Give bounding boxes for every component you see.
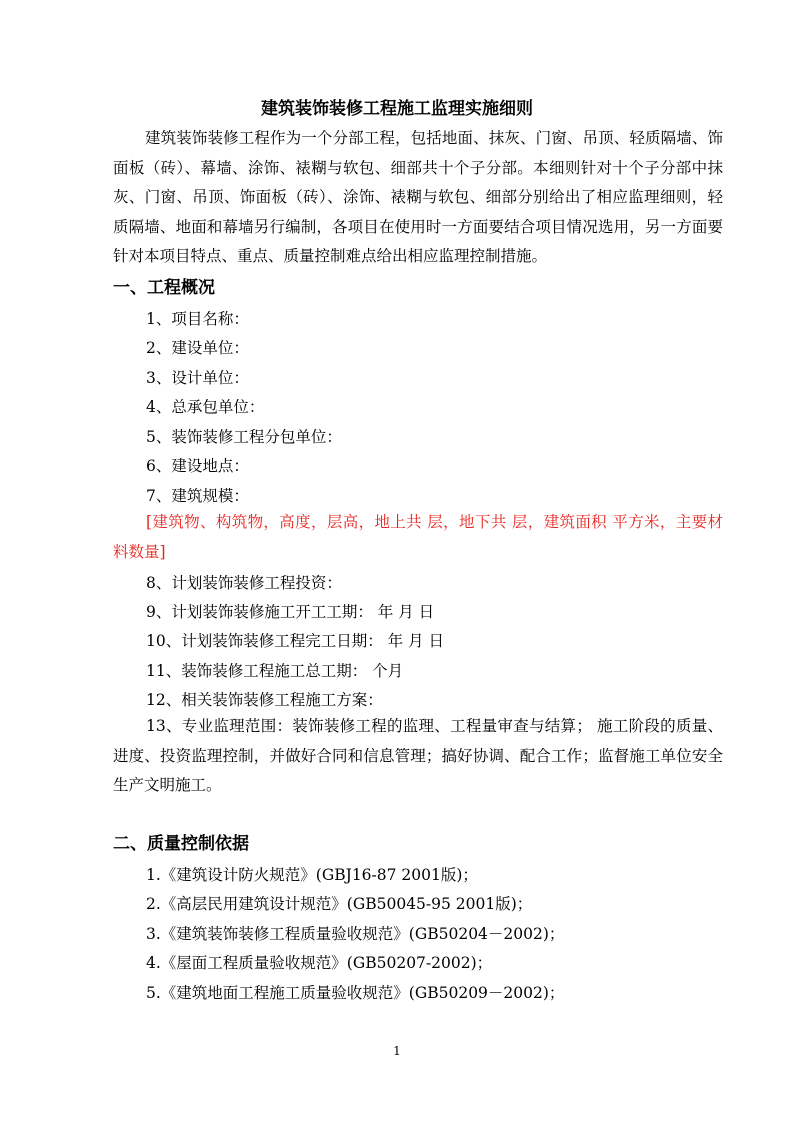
section-2-heading: 二、质量控制依据 bbox=[113, 834, 249, 854]
standard-item-high-rise-code: 2.《高层民用建筑设计规范》(GB50045-95 2001版)； bbox=[146, 895, 533, 913]
overview-item-investment: 8、计划装饰装修工程投资： bbox=[146, 574, 342, 592]
standard-item-fire-code: 1.《建筑设计防火规范》(GBJ16-87 2001版)； bbox=[146, 866, 478, 884]
overview-item-general-contractor: 4、总承包单位： bbox=[146, 398, 265, 416]
standard-item-roof-code: 4.《屋面工程质量验收规范》(GB50207-2002)； bbox=[146, 954, 493, 972]
overview-item-designer: 3、设计单位： bbox=[146, 369, 249, 387]
overview-item-duration: 11、装饰装修工程施工总工期： 个月 bbox=[146, 662, 404, 680]
overview-item-scale: 7、建筑规模： bbox=[146, 487, 249, 505]
overview-item-subcontractor: 5、装饰装修工程分包单位： bbox=[146, 428, 342, 446]
document-title: 建筑装饰装修工程施工监理实施细则 bbox=[261, 99, 533, 119]
overview-item-supervision-scope: 13、专业监理范围：装饰装修工程的监理、工程量审查与结算； 施工阶段的质量、进度、投资监理控制，并做好合同和信息管理；搞好协调、配合工作；监督施工单位安全生产文明施工。 bbox=[113, 717, 723, 794]
scale-note: [建筑物、构筑物，高度，层高，地上共 层，地下共 层，建筑面积 平方米，主要材料数量] bbox=[113, 513, 723, 561]
standard-item-floor-code: 5.《建筑地面工程施工质量验收规范》(GB50209－2002)； bbox=[146, 984, 565, 1002]
intro-paragraph: 建筑装饰装修工程作为一个分部工程，包括地面、抹灰、门窗、吊顶、轻质隔墙、饰面板（砖）、幕墙、涂饰、裱糊与软包、细部共十个子分部。本细则针对十个子分部中抹灰、门窗、吊顶、饰面板（砖）、涂饰、裱糊与软包、细部分别给出了相应监理细则，轻质隔墙、地面和幕墙另行编制，各项目在使用时一方面要结合项目情况选用，另一方面要针对本项目特点、重点、质量控制难点给出相应监理控制措施。 bbox=[113, 129, 723, 265]
page-number: 1 bbox=[393, 1044, 401, 1058]
overview-item-construction-plan: 12、相关装饰装修工程施工方案： bbox=[146, 691, 383, 709]
overview-item-location: 6、建设地点： bbox=[146, 457, 249, 475]
overview-item-client: 2、建设单位： bbox=[146, 339, 249, 357]
standard-item-decoration-code: 3.《建筑装饰装修工程质量验收规范》(GB50204－2002)； bbox=[146, 925, 565, 943]
section-1-heading: 一、工程概况 bbox=[113, 278, 215, 298]
overview-item-project-name: 1、项目名称： bbox=[146, 310, 249, 328]
overview-item-start-date: 9、计划装饰装修施工开工工期： 年 月 日 bbox=[146, 603, 435, 621]
overview-item-completion-date: 10、计划装饰装修工程完工日期： 年 月 日 bbox=[146, 632, 445, 650]
